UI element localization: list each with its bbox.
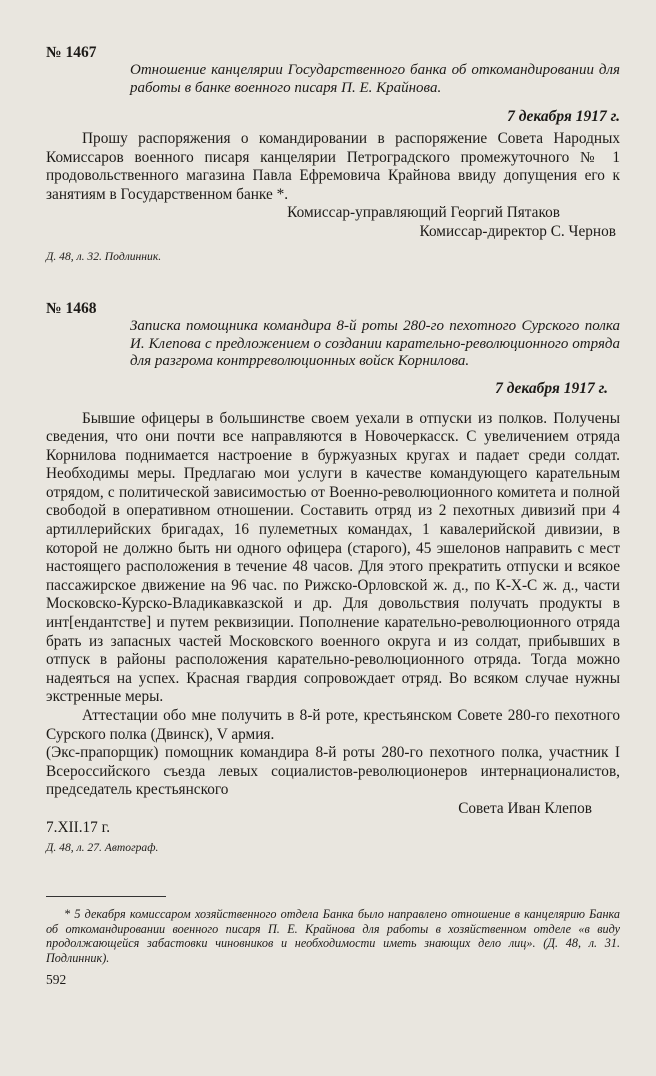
body-paragraph: (Экс-прапорщик) помощник командира 8-й роты 280-го пехотного полка, участник I Всероссийского съезда левых социалистов-революционеров интернационалистов, председатель крестьянского xyxy=(46,744,620,799)
body-paragraph: Аттестации обо мне получить в 8-й роте, крестьянском Совете 280-го пехотного Сурского полка (Двинск), V армия. xyxy=(46,707,620,743)
document-heading: Записка помощника командира 8-й роты 280-го пехотного Сурского полка И. Клепова с предложением о создании карательно-революционного отряда для разгрома контрреволюционных войск Корнилова. xyxy=(130,318,620,369)
signature-chernov: Комиссар-директор С. Чернов xyxy=(419,222,616,240)
document-number: № 1467 xyxy=(46,44,97,61)
source-note: Д. 48, л. 32. Подлинник. xyxy=(46,249,162,263)
source-note: Д. 48, л. 27. Автограф. xyxy=(46,841,159,855)
body-paragraph: Бывшие офицеры в большинстве своем уехали в отпуски из полков. Получены сведения, что они почти все направляются в Новочеркасск. С увеличением отряда Корнилова поднимается настроение в буржуазных кругах и падает среди солдат. Необходимы меры. Предлагаю мои услуги в качестве командующего карательным отрядом, с политической зависимостью от Военно-революционного комитета и полной свободой в оперативном отношении. Составить отряд из 2 пехотных дивизий при 4 артиллерийских бригадах, 16 пулеметных командах, 1 кавалерийской дивизии, в которой не должно быть ни одного офицера (старого), 45 эшелонов направить с мест настоящего расположения в течение 48 часов. Для этого прекратить отпуски и всякое пассажирское движение на 96 час. по Рижско-Орловской ж. д., по К-Х-С ж. д., части Московско-Курско-Владикавказской и др. Для довольствия получать продукты в инт[ендантстве] и путем реквизиции. Пополнение карательно-революционного отряда брать из запасных частей Московского военного округа и из солдат, прибывших в отпуск в районы расположения карательно-революционного отряда. Тогда можно надеяться на успех. Красная гвардия сопровождает отряд. Во всяком случае нужны экстренные меры. xyxy=(46,409,620,706)
document-heading: Отношение канцелярии Государственного банка об откомандировании для работы в банке военного писаря П. Е. Крайнова. xyxy=(130,62,620,96)
footnote-text: * 5 декабря комиссаром хозяйственного отдела Банка было направлено отношение в канцелярию Банка об откомандировании военного писаря П. Е. Крайнова для работы в хозяйственном отделе «в виду продолжающейся забастовки чиновников и необходимости иметь знающих дело лиц». (Д. 48, л. 31. Подлинник). xyxy=(46,907,620,965)
document-body: Прошу распоряжения о командировании в распоряжение Совета Народных Комиссаров военного писаря канцелярии Петроградского промежуточного № 1 продовольственного магазина Павла Ефремовича Крайнова ввиду допущения его к занятиям в Государственном банке *. xyxy=(46,130,620,203)
signature-pyatakov: Комиссар-управляющий Георгий Пятаков xyxy=(287,204,560,222)
page-number: 592 xyxy=(46,972,67,987)
document-date: 7 декабря 1917 г. xyxy=(495,379,608,397)
document-1468 xyxy=(46,300,620,855)
footnote-divider xyxy=(46,896,166,897)
document-1467 xyxy=(46,44,620,264)
signature-date: 7.XII.17 г. xyxy=(46,818,111,836)
document-date: 7 декабря 1917 г. xyxy=(507,108,620,125)
signature-klepov: Совета Иван Клепов xyxy=(458,799,592,817)
footnote xyxy=(46,907,620,965)
document-number: № 1468 xyxy=(46,300,97,317)
